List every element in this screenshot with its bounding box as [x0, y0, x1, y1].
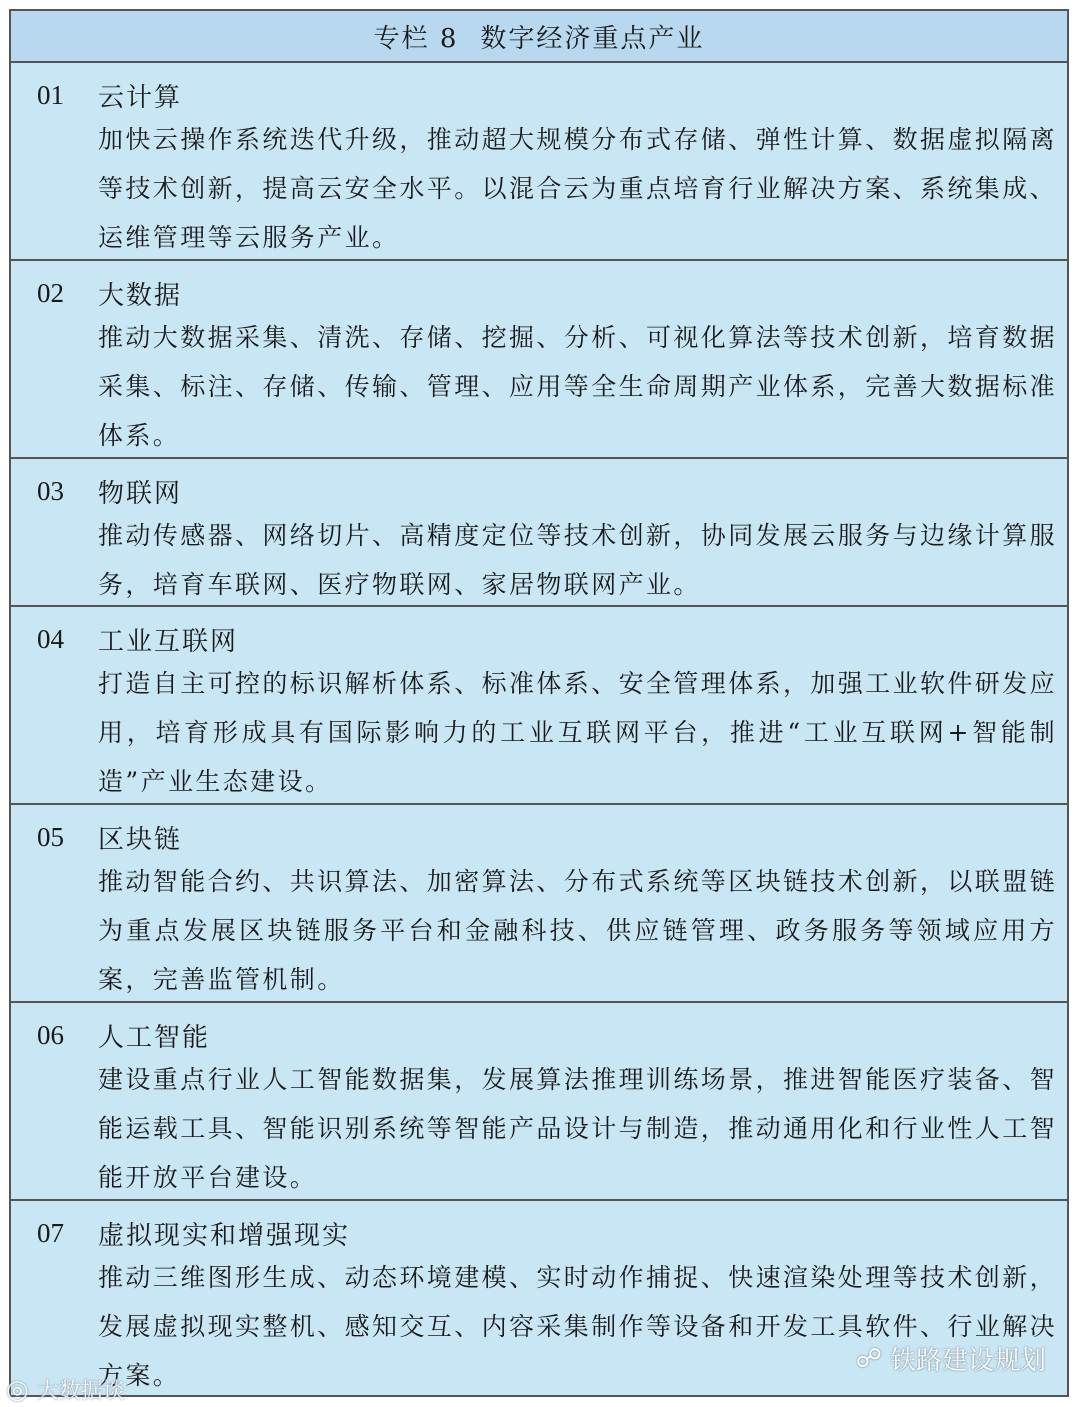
- section-body: 推动智能合约、共识算法、加密算法、分布式系统等区块链技术创新，以联盟链为重点发展区块链服务平台和金融科技、供应链管理、政务服务等领域应用方案，完善监管机制。: [98, 867, 1058, 994]
- section-number: 04: [37, 623, 64, 654]
- section-title: 区块链: [98, 824, 183, 855]
- section-title: 云计算: [98, 82, 183, 113]
- section-number: 07: [37, 1217, 64, 1248]
- section-iot: [11, 459, 1067, 607]
- section-title: 人工智能: [98, 1022, 211, 1053]
- section-title: 虚拟现实和增强现实: [98, 1220, 351, 1251]
- weibo-logo-icon: ◎: [6, 1374, 29, 1405]
- section-number: 02: [37, 277, 64, 308]
- feature-box: [9, 9, 1069, 1397]
- section-number: 01: [37, 79, 64, 110]
- section-body: 推动传感器、网络切片、高精度定位等技术创新，协同发展云服务与边缘计算服务，培育车联网、医疗物联网、家居物联网产业。: [98, 521, 1058, 599]
- section-body: 建设重点行业人工智能数据集，发展算法推理训练场景，推进智能医疗装备、智能运载工具、智能识别系统等智能产品设计与制造，推动通用化和行业性人工智能开放平台建设。: [98, 1065, 1058, 1192]
- section-artificial-intelligence: [11, 1003, 1067, 1201]
- box-header: [11, 11, 1067, 63]
- section-body: 推动大数据采集、清洗、存储、挖掘、分析、可视化算法等技术创新，培育数据采集、标注、存储、传输、管理、应用等全生命周期产业体系，完善大数据标准体系。: [98, 323, 1058, 450]
- watermark-right-text: 铁路建设规划: [889, 1346, 1046, 1376]
- watermark-right: [856, 1340, 1046, 1377]
- box-title: 数字经济重点产业: [480, 23, 705, 54]
- section-number: 06: [37, 1019, 64, 1050]
- section-blockchain: [11, 805, 1067, 1003]
- wechat-logo-icon: ☍: [855, 1343, 882, 1374]
- section-title: 工业互联网: [98, 626, 239, 657]
- section-industrial-internet: [11, 607, 1067, 805]
- section-body: 推动三维图形生成、动态环境建模、实时动作捕捉、快速渲染处理等技术创新，发展虚拟现实整机、感知交互、内容采集制作等设备和开发工具软件、行业解决方案。: [98, 1263, 1058, 1390]
- section-title: 物联网: [98, 478, 183, 509]
- column-label: 专栏 8: [373, 23, 459, 54]
- section-big-data: [11, 261, 1067, 459]
- section-body: 加快云操作系统迭代升级，推动超大规模分布式存储、弹性计算、数据虚拟隔离等技术创新，提高云安全水平。以混合云为重点培育行业解决方案、系统集成、运维管理等云服务产业。: [98, 125, 1058, 252]
- section-number: 03: [37, 475, 64, 506]
- section-number: 05: [37, 821, 64, 852]
- section-cloud-computing: [11, 63, 1067, 261]
- watermark-left-text: 大数据谈: [36, 1379, 125, 1404]
- watermark-left: [6, 1374, 125, 1405]
- section-body: 打造自主可控的标识解析体系、标准体系、安全管理体系，加强工业软件研发应用，培育形成具有国际影响力的工业互联网平台，推进“工业互联网+智能制造”产业生态建设。: [98, 669, 1058, 796]
- section-title: 大数据: [98, 280, 183, 311]
